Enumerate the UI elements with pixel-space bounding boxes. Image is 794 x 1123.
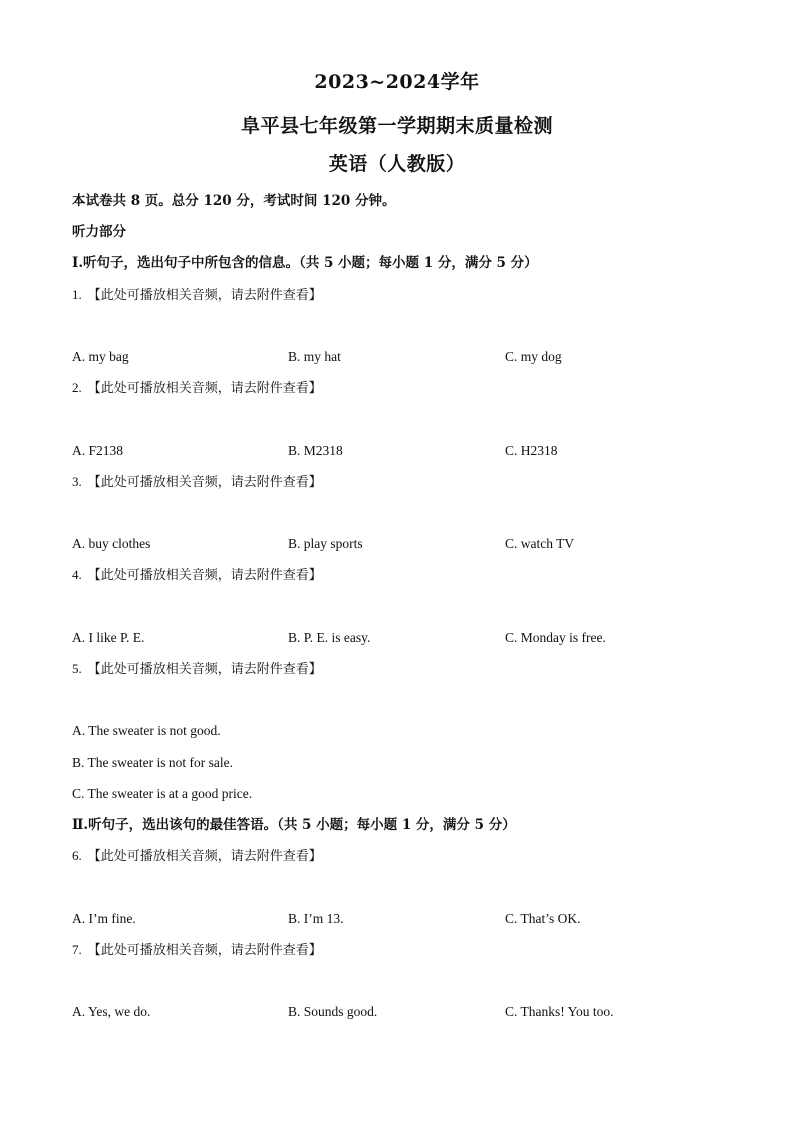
q6-option-b: B. I’m 13. [288,911,344,926]
audio-placeholder: 【此处可播放相关音频，请去附件查看】 [87,943,322,958]
question-number: 1. [72,287,82,302]
section-1-heading: Ⅰ.听句子，选出句子中所包含的信息。（共 5 小题；每小题 1 分，满分 5 分） [72,255,538,271]
q7-option-c: C. Thanks! You too. [505,1004,614,1019]
q2-option-c: C. H2318 [505,443,558,458]
audio-placeholder: 【此处可播放相关音频，请去附件查看】 [87,475,322,490]
q3-option-a: A. buy clothes [72,536,151,551]
q3-option-c: C. watch TV [505,536,575,551]
question-4 [72,566,322,585]
q3-option-b: B. play sports [288,536,363,551]
q7-option-a: A. Yes, we do. [72,1004,151,1019]
question-2 [72,379,322,398]
audio-placeholder: 【此处可播放相关音频，请去附件查看】 [87,568,322,583]
q4-option-a: A. I like P. E. [72,630,145,645]
q5-option-a: A. The sweater is not good. [72,723,221,738]
exam-intro: 本试卷共 8 页。总分 120 分，考试时间 120 分钟。 [72,193,396,209]
question-number: 2. [72,380,82,395]
school-year-title: 2023~2024学年 [314,71,480,93]
q1-option-a: A. my bag [72,349,129,364]
section-2-heading: Ⅱ.听句子，选出该句的最佳答语。（共 5 小题；每小题 1 分，满分 5 分） [72,817,516,833]
audio-placeholder: 【此处可播放相关音频，请去附件查看】 [87,662,322,677]
q4-option-c: C. Monday is free. [505,630,606,645]
q6-option-a: A. I’m fine. [72,911,136,926]
q4-option-b: B. P. E. is easy. [288,630,371,645]
question-7 [72,941,322,960]
q5-option-b: B. The sweater is not for sale. [72,755,233,770]
exam-title: 阜平县七年级第一学期期末质量检测 [240,115,553,137]
question-6 [72,847,322,866]
question-number: 6. [72,848,82,863]
q7-option-b: B. Sounds good. [288,1004,378,1019]
question-5 [72,660,322,679]
subject-title: 英语（人教版） [328,153,466,175]
question-3 [72,473,322,492]
audio-placeholder: 【此处可播放相关音频，请去附件查看】 [87,288,322,303]
q2-option-a: A. F2138 [72,443,124,458]
q1-option-c: C. my dog [505,349,562,364]
question-number: 4. [72,567,82,582]
q6-option-c: C. That’s OK. [505,911,581,926]
q1-option-b: B. my hat [288,349,341,364]
audio-placeholder: 【此处可播放相关音频，请去附件查看】 [87,381,322,396]
question-1 [72,286,322,305]
audio-placeholder: 【此处可播放相关音频，请去附件查看】 [87,849,322,864]
question-number: 5. [72,661,82,676]
question-number: 7. [72,942,82,957]
q2-option-b: B. M2318 [288,443,343,458]
q5-option-c: C. The sweater is at a good price. [72,786,253,801]
question-number: 3. [72,474,82,489]
part-title: 听力部分 [72,224,126,240]
